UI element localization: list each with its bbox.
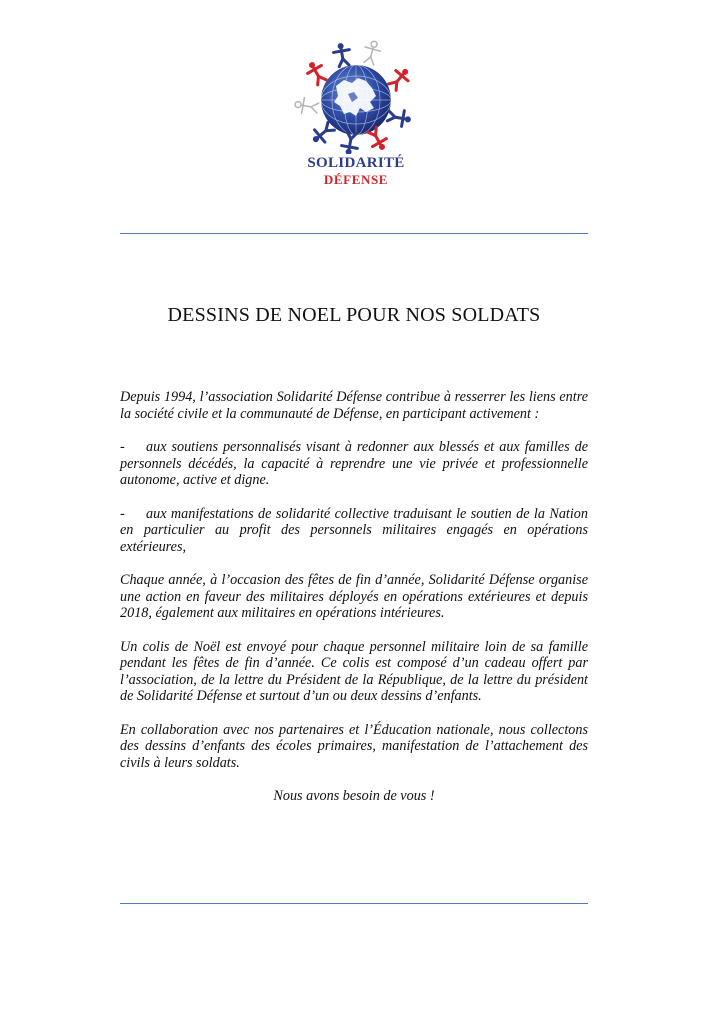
bullet-item — [120, 506, 588, 556]
page-title: DESSINS DE NOEL POUR NOS SOLDATS — [167, 304, 541, 326]
closing-line: Nous avons besoin de vous ! — [273, 788, 435, 804]
bottom-divider — [120, 903, 588, 904]
bullet-marker: - — [120, 505, 125, 522]
paragraph-collaboration: En collaboration avec nos partenaires et l’Éducation nationale, nous collectons des dessins d’enfants des écoles primaires, manifestation de l’attachement des civils à leurs soldats. — [120, 721, 588, 771]
paragraph-christmas-parcel: Un colis de Noël est envoyé pour chaque personnel militaire loin de sa famille pendant les fêtes de fin d’année. Ce colis est composé d’un cadeau offert par l’association, de la lettre du Président de la République, de la lettre du président de Solidarité Défense et surtout d’un ou deux dessins d’enfants. — [120, 638, 588, 704]
top-divider — [120, 233, 588, 234]
body-text — [120, 389, 588, 822]
paragraph-annual-action: Chaque année, à l’occasion des fêtes de fin d’année, Solidarité Défense organise une action en faveur des militaires déployés en opérations extérieures et depuis 2018, également aux militaires en opérations intérieures. — [120, 572, 588, 621]
logo-text-solidarite: SOLIDARITÉ — [307, 155, 405, 171]
bullet-item — [120, 439, 588, 489]
globe-with-figures-icon — [286, 38, 426, 154]
bullet-marker: - — [120, 439, 125, 455]
bullet-text: aux manifestations de solidarité collective traduisant le soutien de la Nation en particulier au profit des personnels militaires engagés en opérations extérieures, — [120, 505, 588, 555]
bullet-text: aux soutiens personnalisés visant à redonner aux blessés et aux familles de personnels décédés, la capacité à reprendre une vie privée et professionnelle autonome, active et digne. — [120, 439, 588, 488]
paragraph-intro: Depuis 1994, l’association Solidarité Défense contribue à resserrer les liens entre la société civile et la communauté de Défense, en participant activement : — [120, 389, 588, 422]
logo-text-defense: DÉFENSE — [323, 172, 389, 187]
logo — [286, 38, 426, 188]
